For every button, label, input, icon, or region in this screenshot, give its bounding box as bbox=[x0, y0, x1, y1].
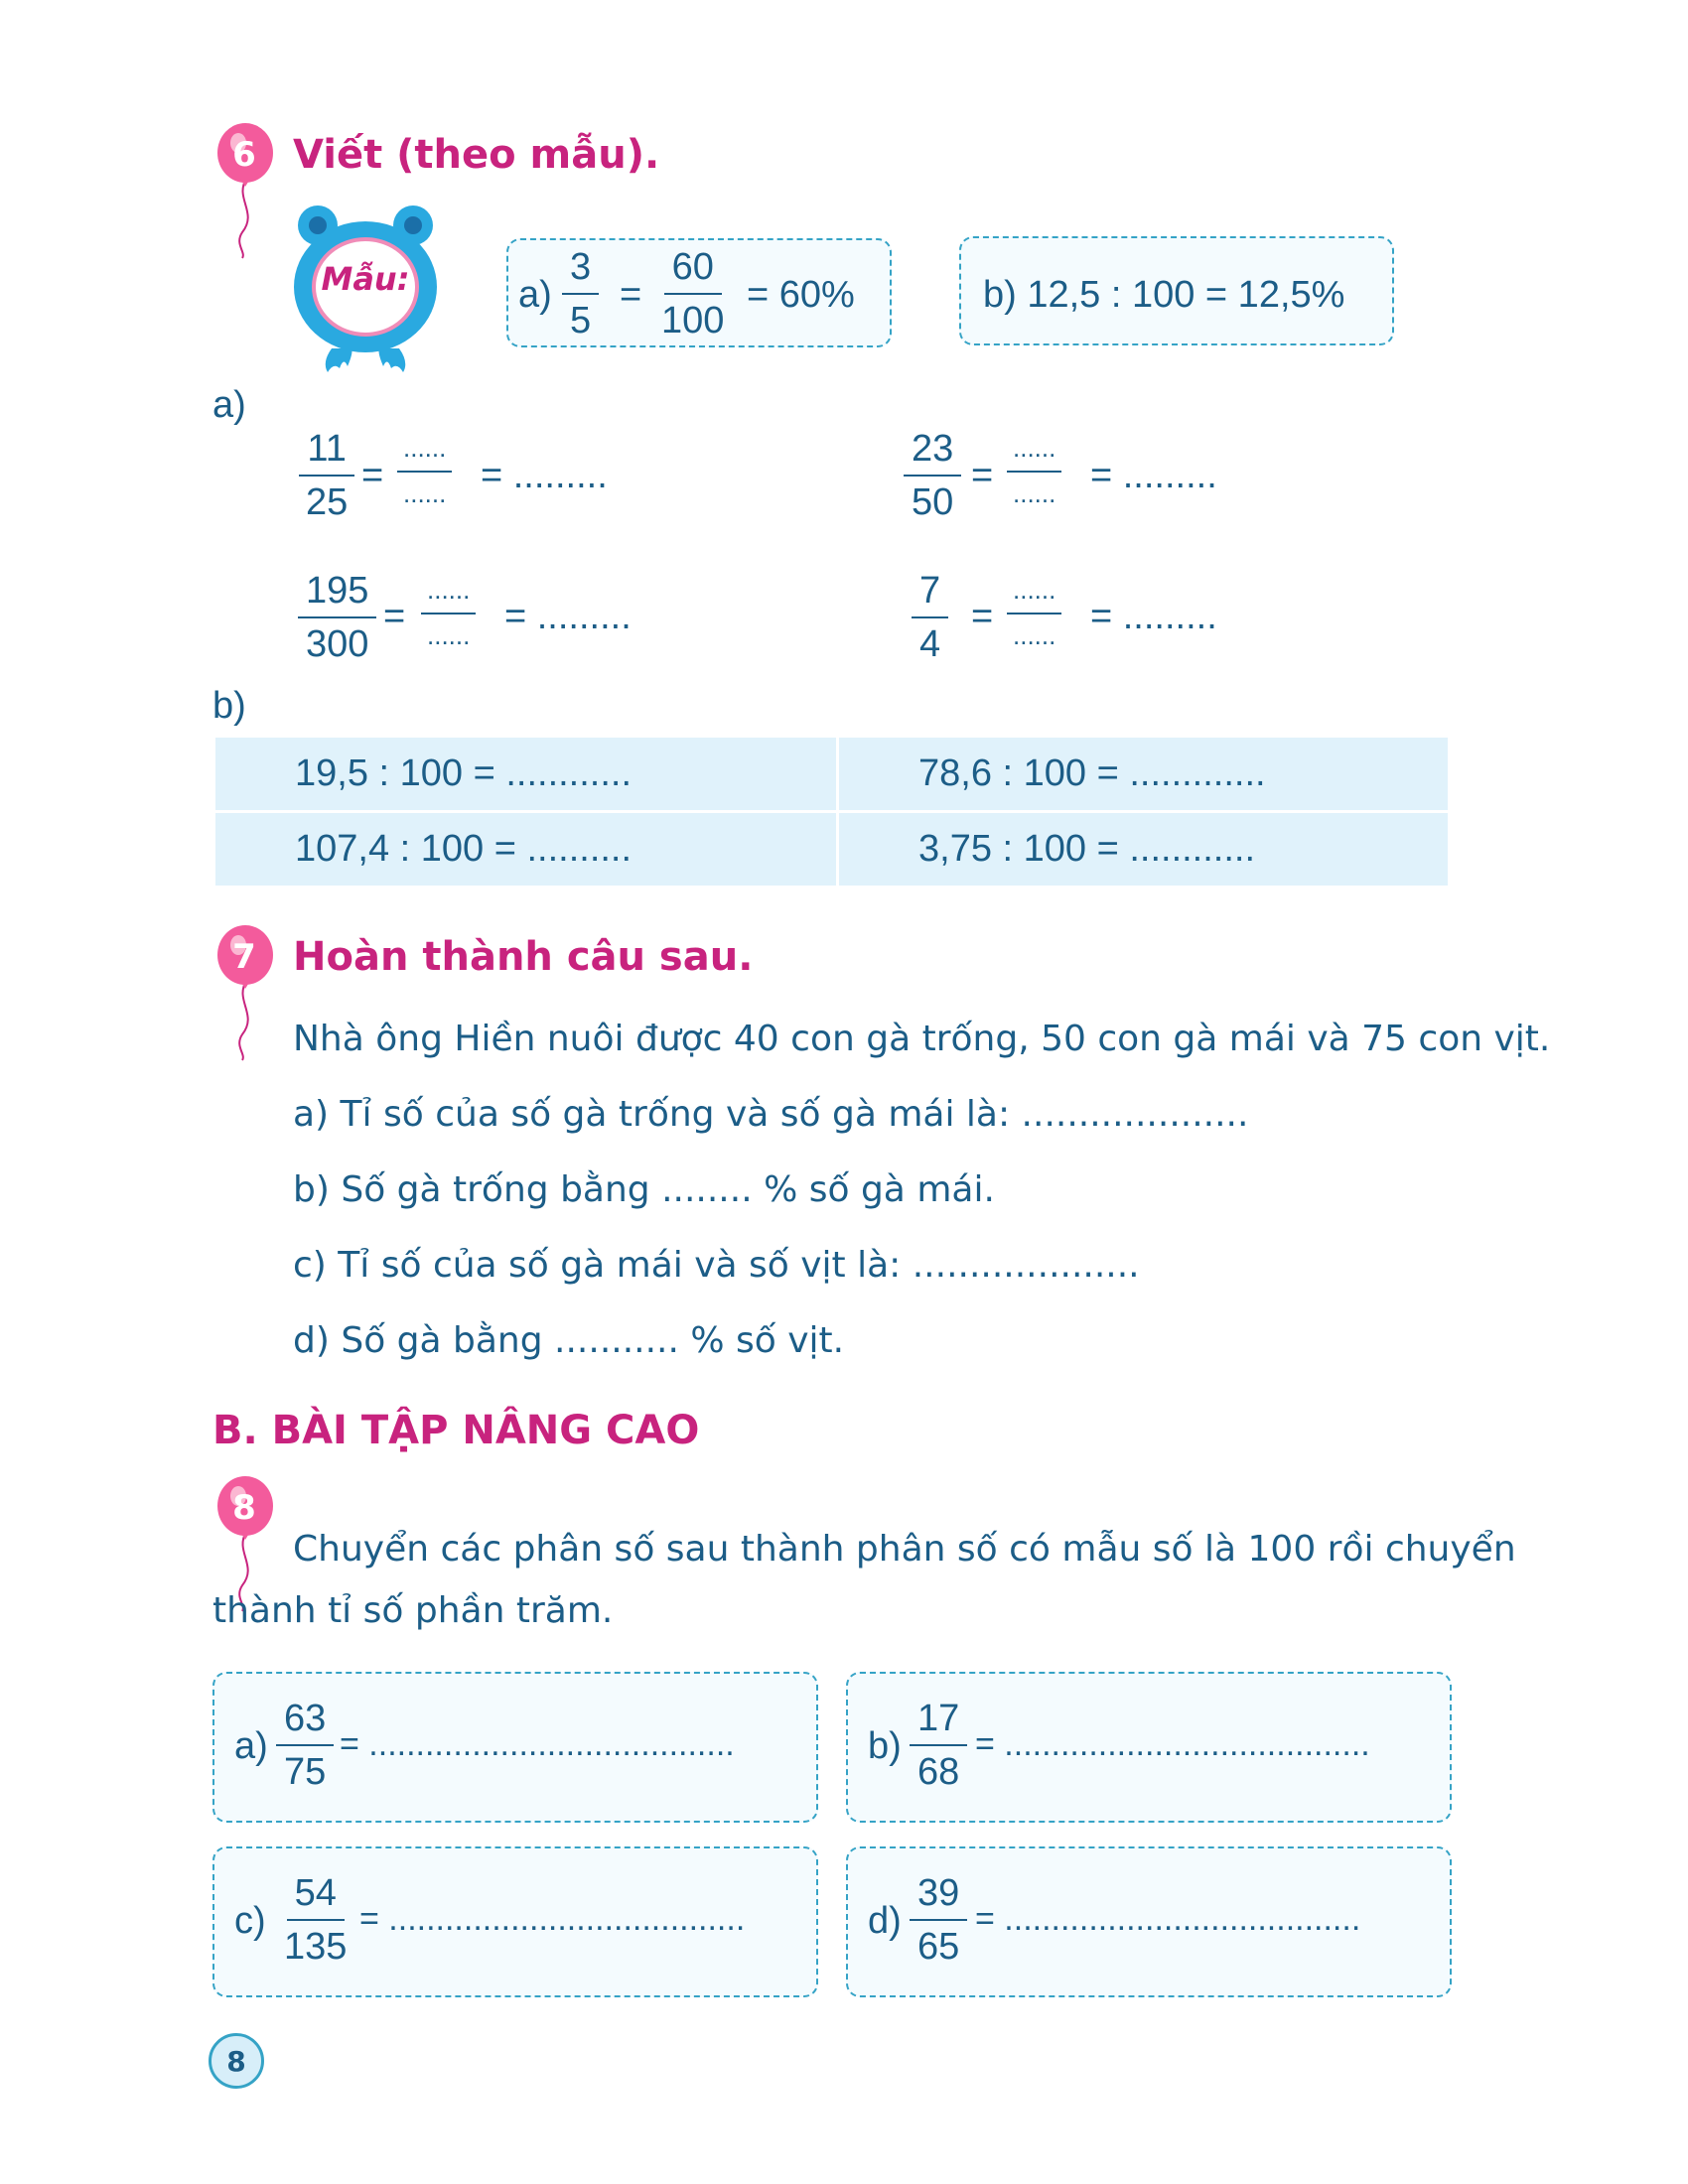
blank-denominator[interactable]: ...... bbox=[1013, 620, 1056, 650]
denominator: 68 bbox=[917, 1751, 960, 1793]
exercise-7-title: Hoàn thành câu sau. bbox=[293, 934, 754, 980]
fraction-7-4 bbox=[912, 572, 948, 663]
blank-denominator[interactable]: ...... bbox=[403, 478, 447, 508]
sample-a-fraction-2 bbox=[653, 248, 732, 340]
blank-denominator[interactable]: ...... bbox=[1013, 478, 1056, 508]
fraction-39-65 bbox=[910, 1874, 967, 1966]
fraction-11-25 bbox=[298, 430, 355, 521]
answer-line[interactable]: = ...................................... bbox=[359, 1900, 746, 1938]
exercise-7-item-a[interactable]: a) Tỉ số của số gà trống và số gà mái là: .................... bbox=[293, 1094, 1249, 1135]
table-cell[interactable]: 107,4 : 100 = .......... bbox=[214, 812, 838, 887]
blank-result[interactable]: = ......... bbox=[1090, 455, 1217, 496]
sample-b-text: b) 12,5 : 100 = 12,5% bbox=[983, 274, 1345, 316]
fraction-23-50 bbox=[904, 430, 961, 521]
page-number: 8 bbox=[209, 2033, 264, 2089]
division-table bbox=[212, 735, 1451, 888]
equals-sign: = bbox=[383, 596, 406, 637]
part-b-label: b) bbox=[212, 685, 246, 727]
blank-numerator[interactable]: ...... bbox=[421, 577, 476, 614]
denominator: 4 bbox=[919, 623, 941, 665]
fraction-195-300 bbox=[298, 572, 376, 663]
blank-fraction[interactable] bbox=[397, 435, 452, 506]
denominator: 50 bbox=[912, 481, 954, 523]
equals-sign: = bbox=[971, 455, 994, 496]
exercise-8-line-1: Chuyển các phân số sau thành phân số có mẫu số là 100 rồi chuyển bbox=[293, 1529, 1516, 1570]
exercise-7-item-d[interactable]: d) Số gà bằng ........... % số vịt. bbox=[293, 1320, 845, 1361]
blank-result[interactable]: = ......... bbox=[504, 596, 632, 637]
table-row bbox=[214, 812, 1450, 887]
blank-numerator[interactable]: ...... bbox=[397, 435, 452, 473]
item-label: c) bbox=[234, 1900, 266, 1942]
answer-line[interactable]: = ...................................... bbox=[975, 1900, 1361, 1938]
denominator: 25 bbox=[306, 481, 349, 523]
numerator: 39 bbox=[910, 1874, 967, 1921]
denominator: 65 bbox=[917, 1926, 960, 1968]
numerator: 23 bbox=[904, 430, 961, 477]
table-cell[interactable]: 3,75 : 100 = ............ bbox=[838, 812, 1450, 887]
blank-denominator[interactable]: ...... bbox=[427, 620, 471, 650]
blank-fraction[interactable] bbox=[1007, 435, 1061, 506]
sample-a-result: = 60% bbox=[747, 274, 855, 316]
table-cell[interactable]: 78,6 : 100 = ............. bbox=[838, 737, 1450, 812]
exercise-8-line-2: thành tỉ số phần trăm. bbox=[212, 1590, 614, 1631]
denominator: 135 bbox=[284, 1926, 348, 1968]
part-a-label: a) bbox=[212, 384, 246, 426]
exercise-7-number: 7 bbox=[232, 937, 256, 977]
equals-sign: = bbox=[361, 455, 384, 496]
numerator: 54 bbox=[287, 1874, 345, 1921]
sample-a-fraction-1 bbox=[562, 248, 599, 340]
numerator: 60 bbox=[664, 248, 722, 295]
denominator: 5 bbox=[570, 300, 592, 341]
numerator: 3 bbox=[562, 248, 599, 295]
exercise-8-number: 8 bbox=[232, 1488, 256, 1528]
numerator: 7 bbox=[912, 572, 948, 618]
numerator: 63 bbox=[276, 1700, 334, 1746]
item-label: a) bbox=[234, 1725, 268, 1767]
table-row bbox=[214, 737, 1450, 812]
fraction-63-75 bbox=[276, 1700, 334, 1791]
blank-numerator[interactable]: ...... bbox=[1007, 577, 1061, 614]
exercise-7-intro: Nhà ông Hiền nuôi được 40 con gà trống, 50 con gà mái và 75 con vịt. bbox=[293, 1019, 1551, 1059]
answer-line[interactable]: = ....................................... bbox=[975, 1725, 1370, 1763]
section-b-heading: B. BÀI TẬP NÂNG CAO bbox=[212, 1408, 700, 1453]
blank-numerator[interactable]: ...... bbox=[1007, 435, 1061, 473]
blank-fraction[interactable] bbox=[1007, 577, 1061, 648]
item-label: b) bbox=[868, 1725, 902, 1767]
denominator: 75 bbox=[284, 1751, 327, 1793]
blank-fraction[interactable] bbox=[421, 577, 476, 648]
blank-result[interactable]: = ......... bbox=[481, 455, 608, 496]
fraction-54-135 bbox=[276, 1874, 354, 1966]
fraction-17-68 bbox=[910, 1700, 967, 1791]
numerator: 195 bbox=[298, 572, 376, 618]
exercise-6-title: Viết (theo mẫu). bbox=[293, 132, 660, 178]
exercise-7-item-c[interactable]: c) Tỉ số của số gà mái và số vịt là: .................... bbox=[293, 1245, 1140, 1286]
numerator: 11 bbox=[299, 430, 353, 477]
denominator: 100 bbox=[661, 300, 725, 341]
blank-result[interactable]: = ......... bbox=[1090, 596, 1217, 637]
exercise-7-item-b[interactable]: b) Số gà trống bằng ........ % số gà mái. bbox=[293, 1169, 995, 1210]
equals-sign: = bbox=[971, 596, 994, 637]
equals-sign: = bbox=[620, 274, 642, 316]
numerator: 17 bbox=[910, 1700, 967, 1746]
sample-a-label: a) bbox=[518, 274, 552, 316]
item-label: d) bbox=[868, 1900, 902, 1942]
denominator: 300 bbox=[306, 623, 369, 665]
mau-label: Mẫu: bbox=[321, 260, 410, 298]
exercise-6-number: 6 bbox=[232, 135, 256, 175]
table-cell[interactable]: 19,5 : 100 = ............ bbox=[214, 737, 838, 812]
answer-line[interactable]: = ....................................... bbox=[340, 1725, 735, 1763]
